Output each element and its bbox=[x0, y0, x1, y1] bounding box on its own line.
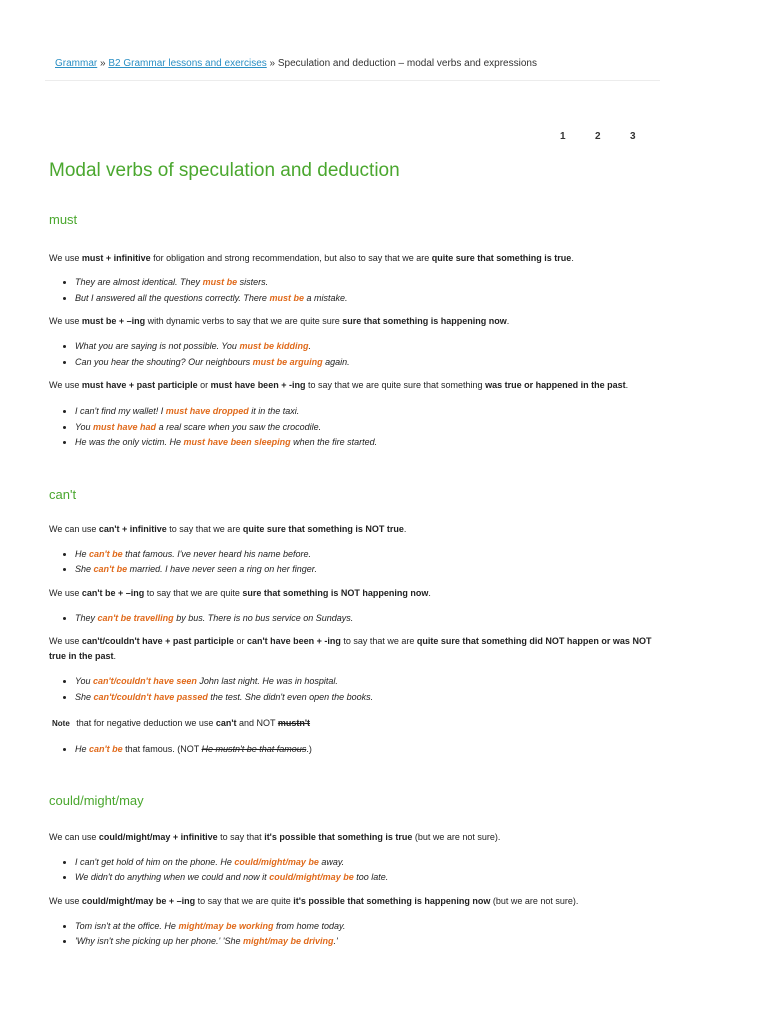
highlight: can't/couldn't have seen bbox=[93, 676, 197, 686]
text: John last night. He was in hospital. bbox=[196, 676, 338, 686]
example-list bbox=[49, 339, 661, 370]
text: They are almost identical. They bbox=[75, 277, 203, 287]
list-item bbox=[75, 547, 661, 563]
text: You bbox=[75, 676, 94, 686]
highlight: can't be bbox=[93, 564, 128, 574]
text: to say that bbox=[217, 831, 265, 842]
text: a real scare when you saw the crocodile. bbox=[156, 421, 322, 432]
text: away. bbox=[318, 856, 345, 867]
example-list bbox=[49, 404, 661, 451]
highlight: can't/couldn't have passed bbox=[93, 691, 208, 702]
bold-text: quite sure that something is true bbox=[431, 253, 572, 263]
breadcrumb-link-grammar[interactable]: Grammar bbox=[55, 58, 98, 69]
text: . bbox=[403, 523, 407, 534]
text: a mistake. bbox=[303, 292, 348, 303]
list-item bbox=[75, 934, 661, 950]
paragraph bbox=[49, 894, 661, 909]
strikethrough-text: mustn't bbox=[277, 718, 311, 728]
list-item bbox=[75, 420, 661, 436]
breadcrumb-link-b2-grammar[interactable]: B2 Grammar lessons and exercises bbox=[108, 58, 267, 69]
paragraph bbox=[49, 378, 661, 393]
paragraph bbox=[49, 522, 661, 537]
paragraph bbox=[49, 586, 661, 601]
highlight: must be bbox=[269, 292, 304, 303]
divider bbox=[45, 80, 660, 81]
text: He bbox=[75, 744, 90, 754]
highlight: can't be bbox=[89, 548, 123, 559]
text: We use bbox=[49, 253, 82, 263]
text: when the fire started. bbox=[290, 437, 378, 447]
list-item bbox=[75, 674, 661, 690]
page-link-1[interactable]: 1 bbox=[560, 131, 566, 142]
text: He was the only victim. He bbox=[75, 437, 184, 447]
note-label: Note bbox=[52, 719, 70, 728]
list-item bbox=[75, 919, 661, 935]
example-list bbox=[49, 611, 661, 627]
text: . bbox=[506, 316, 510, 326]
breadcrumb bbox=[55, 57, 660, 70]
highlight: must be kidding bbox=[239, 341, 309, 351]
text: 'Why isn't she picking up her phone.' 'She bbox=[75, 936, 243, 946]
example-list bbox=[49, 674, 661, 705]
article bbox=[49, 158, 661, 950]
paragraph bbox=[49, 830, 661, 845]
highlight: could/might/may be bbox=[269, 872, 354, 882]
text: We use bbox=[49, 380, 82, 390]
page-title: Modal verbs of speculation and deduction bbox=[49, 160, 400, 181]
highlight: must be bbox=[202, 277, 238, 287]
list-item bbox=[75, 855, 661, 871]
bold-text: can't bbox=[215, 718, 237, 728]
example-list bbox=[49, 275, 661, 306]
example-list bbox=[49, 547, 661, 578]
text: Can you hear the shouting? Our neighbours bbox=[75, 356, 253, 367]
list-item bbox=[75, 275, 661, 291]
text: or bbox=[197, 380, 211, 390]
bold-text: can't/couldn't have + past participle bbox=[81, 636, 234, 646]
example-list bbox=[49, 742, 661, 758]
bold-text: could/might/may be + –ing bbox=[81, 895, 196, 906]
text: too late. bbox=[353, 872, 389, 882]
pagination bbox=[560, 131, 665, 142]
text: to say that we are quite sure that something bbox=[305, 380, 486, 390]
text: I can't get hold of him on the phone. He bbox=[75, 856, 235, 867]
section-heading-must: must bbox=[49, 212, 78, 227]
page-link-2[interactable]: 2 bbox=[595, 131, 601, 142]
text: . bbox=[571, 253, 574, 263]
highlight: could/might/may be bbox=[234, 856, 319, 867]
text: But I answered all the questions correctly. There bbox=[75, 292, 270, 303]
bold-text: could/might/may + infinitive bbox=[98, 831, 218, 842]
bold-text: can't + infinitive bbox=[98, 523, 167, 534]
text: for obligation and strong recommendation, but also to say that we are bbox=[150, 253, 432, 263]
text: She bbox=[75, 564, 94, 574]
list-item bbox=[75, 404, 661, 420]
text: We can use bbox=[49, 523, 99, 534]
text: . bbox=[113, 651, 117, 661]
list-item bbox=[75, 435, 661, 451]
list-item bbox=[75, 611, 661, 627]
section-heading-cant: can't bbox=[49, 486, 77, 502]
text: We use bbox=[49, 316, 82, 326]
text: .' bbox=[333, 936, 338, 946]
page-link-3[interactable]: 3 bbox=[630, 131, 636, 142]
text: and NOT bbox=[236, 718, 278, 728]
bold-text: was true or happened in the past bbox=[485, 380, 626, 390]
example-list bbox=[49, 919, 661, 950]
text: it in the taxi. bbox=[248, 406, 300, 416]
bold-text: must have been + -ing bbox=[210, 380, 306, 390]
text: Tom isn't at the office. He bbox=[75, 920, 179, 931]
text: that famous. I've never heard his name before. bbox=[122, 548, 311, 559]
text: married. I have never seen a ring on her finger. bbox=[127, 564, 317, 574]
text: (but we are not sure). bbox=[490, 895, 579, 906]
text: He bbox=[75, 548, 90, 559]
paragraph bbox=[49, 634, 661, 664]
bold-text: it's possible that something is true bbox=[264, 831, 413, 842]
text: that for negative deduction we use bbox=[73, 718, 216, 728]
text: .) bbox=[306, 744, 312, 754]
text: (but we are not sure). bbox=[412, 831, 501, 842]
text: to say that we are bbox=[340, 636, 417, 646]
text: from home today. bbox=[273, 920, 346, 931]
note-paragraph bbox=[52, 716, 661, 731]
text: We didn't do anything when we could and now it bbox=[75, 872, 270, 882]
highlight: must have dropped bbox=[165, 406, 249, 416]
bold-text: must be + –ing bbox=[81, 316, 146, 326]
bold-text: quite sure that something is NOT true bbox=[242, 523, 404, 534]
text: We can use bbox=[49, 831, 99, 842]
text: or bbox=[233, 636, 247, 646]
bold-text: sure that something is NOT happening now bbox=[242, 587, 429, 598]
bold-text: can't have been + -ing bbox=[246, 636, 341, 646]
text: to say that we are quite bbox=[144, 587, 243, 598]
bold-text: quite sure that something did NOT happen or was NOT true in the past bbox=[49, 636, 652, 661]
text: again. bbox=[322, 356, 350, 367]
section-heading-could-might-may: could/might/may bbox=[49, 792, 144, 808]
highlight: can't be travelling bbox=[97, 612, 174, 623]
text: by bus. There is no bus service on Sundays. bbox=[173, 612, 354, 623]
bold-text: must have + past participle bbox=[81, 380, 198, 390]
text: She bbox=[75, 691, 94, 702]
text: What you are saying is not possible. You bbox=[75, 341, 240, 351]
breadcrumb-separator: » bbox=[100, 58, 106, 69]
paragraph bbox=[49, 251, 661, 266]
text: to say that we are quite bbox=[195, 895, 294, 906]
highlight: might/may be working bbox=[178, 920, 274, 931]
bold-text: sure that something is happening now bbox=[342, 316, 507, 326]
text: We use bbox=[49, 895, 82, 906]
text: They bbox=[75, 612, 98, 623]
text: . bbox=[428, 587, 431, 598]
breadcrumb-current: Speculation and deduction – modal verbs and expressions bbox=[277, 58, 537, 69]
highlight: must have been sleeping bbox=[183, 437, 291, 447]
text: You bbox=[75, 421, 94, 432]
list-item bbox=[75, 291, 661, 307]
list-item bbox=[75, 562, 661, 578]
highlight: might/may be driving bbox=[242, 936, 334, 946]
list-item bbox=[75, 339, 661, 355]
text: We use bbox=[49, 636, 82, 646]
list-item bbox=[75, 690, 661, 706]
highlight: must have had bbox=[93, 421, 157, 432]
highlight: can't be bbox=[89, 744, 123, 754]
text: We use bbox=[49, 587, 82, 598]
highlight: must be arguing bbox=[252, 356, 323, 367]
strikethrough-text: He mustn't be that famous bbox=[201, 744, 307, 754]
bold-text: must + infinitive bbox=[81, 253, 151, 263]
list-item bbox=[75, 870, 661, 886]
breadcrumb-separator: » bbox=[269, 58, 276, 69]
text: to say that we are bbox=[166, 523, 243, 534]
text: I can't find my wallet! I bbox=[75, 406, 166, 416]
text: . bbox=[625, 380, 629, 390]
text: with dynamic verbs to say that we are quite sure bbox=[145, 316, 343, 326]
text: . bbox=[308, 341, 311, 351]
text: that famous. (NOT bbox=[122, 744, 202, 754]
paragraph bbox=[49, 314, 661, 329]
text: the test. She didn't even open the books. bbox=[207, 691, 374, 702]
bold-text: it's possible that something is happening now bbox=[293, 895, 491, 906]
list-item bbox=[75, 355, 661, 371]
list-item bbox=[75, 742, 661, 758]
bold-text: can't be + –ing bbox=[81, 587, 145, 598]
example-list bbox=[49, 855, 661, 886]
text: sisters. bbox=[237, 277, 269, 287]
